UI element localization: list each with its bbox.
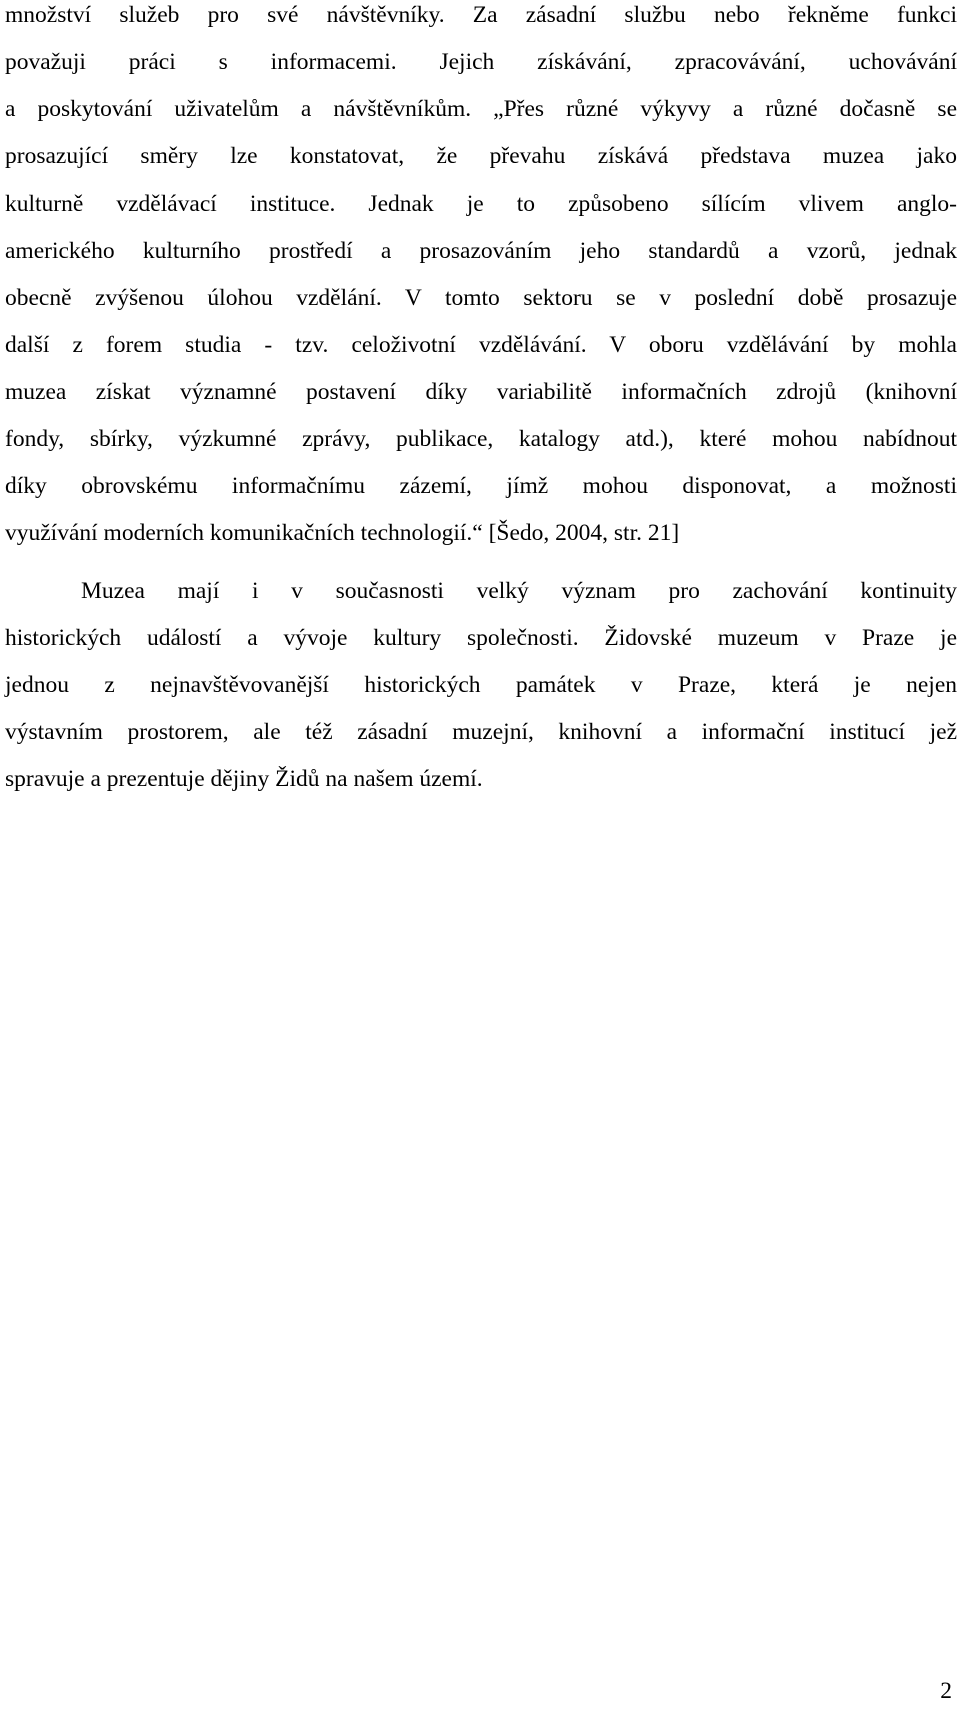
text-line: prosazující směry lze konstatovat, že převahu získává představa muzea jako — [5, 143, 957, 169]
text-line: kulturně vzdělávací instituce. Jednak je to způsobeno sílícím vlivem anglo- — [5, 191, 957, 217]
text-line: fondy, sbírky, výzkumné zprávy, publikace, katalogy atd.), které mohou nabídnout — [5, 426, 957, 452]
text-line: Muzea mají i v současnosti velký význam pro zachování kontinuity — [81, 578, 957, 604]
text-line: výstavním prostorem, ale též zásadní muzejní, knihovní a informační institucí jež — [5, 719, 957, 745]
text-line: považuji práci s informacemi. Jejich získávání, zpracovávání, uchovávání — [5, 49, 957, 75]
text-line: jednou z nejnavštěvovanější historických památek v Praze, která je nejen — [5, 672, 957, 698]
page-number: 2 — [940, 1678, 952, 1704]
text-line: využívání moderních komunikačních technologií.“ [Šedo, 2004, str. 21] — [5, 520, 680, 546]
text-line: další z forem studia - tzv. celoživotní vzdělávání. V oboru vzdělávání by mohla — [5, 332, 957, 358]
text-line: muzea získat významné postavení díky variabilitě informačních zdrojů (knihovní — [5, 379, 957, 405]
text-line: obecně zvýšenou úlohou vzdělání. V tomto sektoru se v poslední době prosazuje — [5, 285, 957, 311]
text-line: spravuje a prezentuje dějiny Židů na našem území. — [5, 766, 483, 792]
text-line: díky obrovskému informačnímu zázemí, jímž mohou disponovat, a možnosti — [5, 473, 957, 499]
text-line: amerického kulturního prostředí a prosazováním jeho standardů a vzorů, jednak — [5, 238, 957, 264]
text-line: a poskytování uživatelům a návštěvníkům. „Přes různé výkyvy a různé dočasně se — [5, 96, 957, 122]
text-line: množství služeb pro své návštěvníky. Za zásadní službu nebo řekněme funkci — [5, 2, 957, 28]
text-line: historických událostí a vývoje kultury společnosti. Židovské muzeum v Praze je — [5, 625, 957, 651]
